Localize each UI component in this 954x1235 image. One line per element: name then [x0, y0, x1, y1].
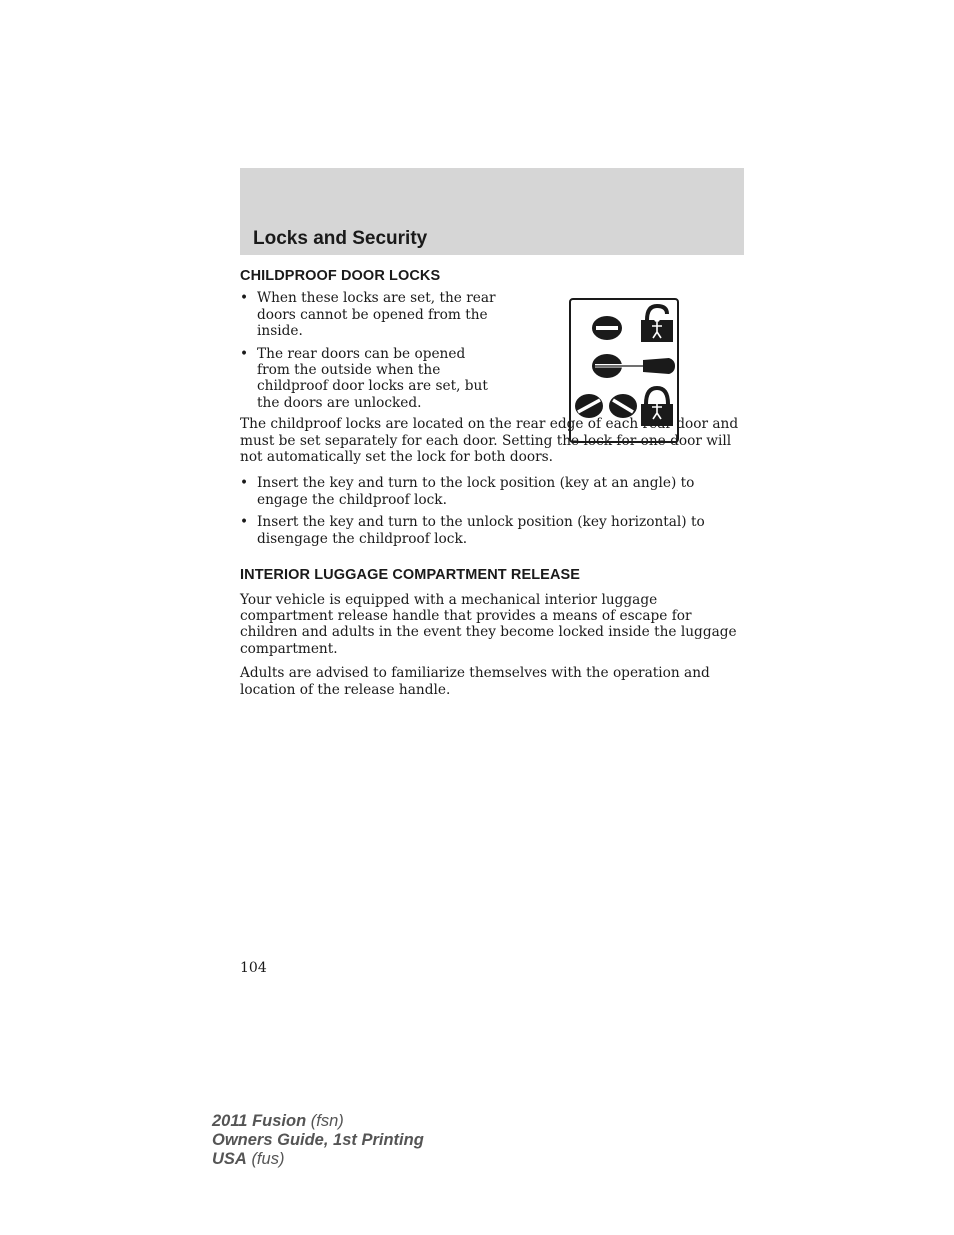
childproof-bullets-bottom	[240, 475, 743, 547]
luggage-heading: INTERIOR LUGGAGE COMPARTMENT RELEASE	[240, 567, 581, 584]
list-item: • The rear doors can be opened from the outside when the childproof door locks are set, but the doors are unlocked.	[240, 346, 498, 412]
section-title: Locks and Security	[253, 228, 428, 249]
footer-model-code: (fsn)	[310, 1112, 344, 1130]
footer-line-1	[212, 1112, 424, 1131]
footer-guide: Owners Guide, 1st Printing	[212, 1131, 424, 1149]
luggage-paragraph: Your vehicle is equipped with a mechanical interior luggage compartment release handle that provides a means of escape for children and adults in the event they become locked inside the luggage compartment.	[240, 591, 737, 657]
luggage-paragraph: Adults are advised to familiarize themselves with the operation and location of the release handle.	[240, 665, 710, 698]
list-item: • When these locks are set, the rear doors cannot be opened from the inside.	[240, 290, 498, 339]
footer-model: 2011 Fusion	[212, 1112, 307, 1130]
footer-line-3	[212, 1150, 424, 1169]
footer-line-2	[212, 1131, 424, 1150]
list-item: • Insert the key and turn to the unlock position (key horizontal) to disengage the childproof lock.	[240, 514, 743, 547]
main-content	[240, 268, 743, 705]
list-item: • Insert the key and turn to the lock position (key at an angle) to engage the childproof lock.	[240, 475, 743, 508]
footer	[212, 1112, 424, 1169]
page-number: 104	[240, 960, 267, 976]
childproof-bullets-top	[240, 290, 498, 411]
childproof-location-paragraph	[240, 416, 743, 465]
location-text: The childproof locks are located on the rear edge of each rear door and must be set separately for each door. Setting the lock for one door will not automatically set the lock for both doors.	[240, 416, 739, 466]
footer-region: USA	[212, 1150, 247, 1168]
childproof-heading: CHILDPROOF DOOR LOCKS	[240, 268, 441, 284]
footer-region-code: (fus)	[251, 1150, 285, 1168]
